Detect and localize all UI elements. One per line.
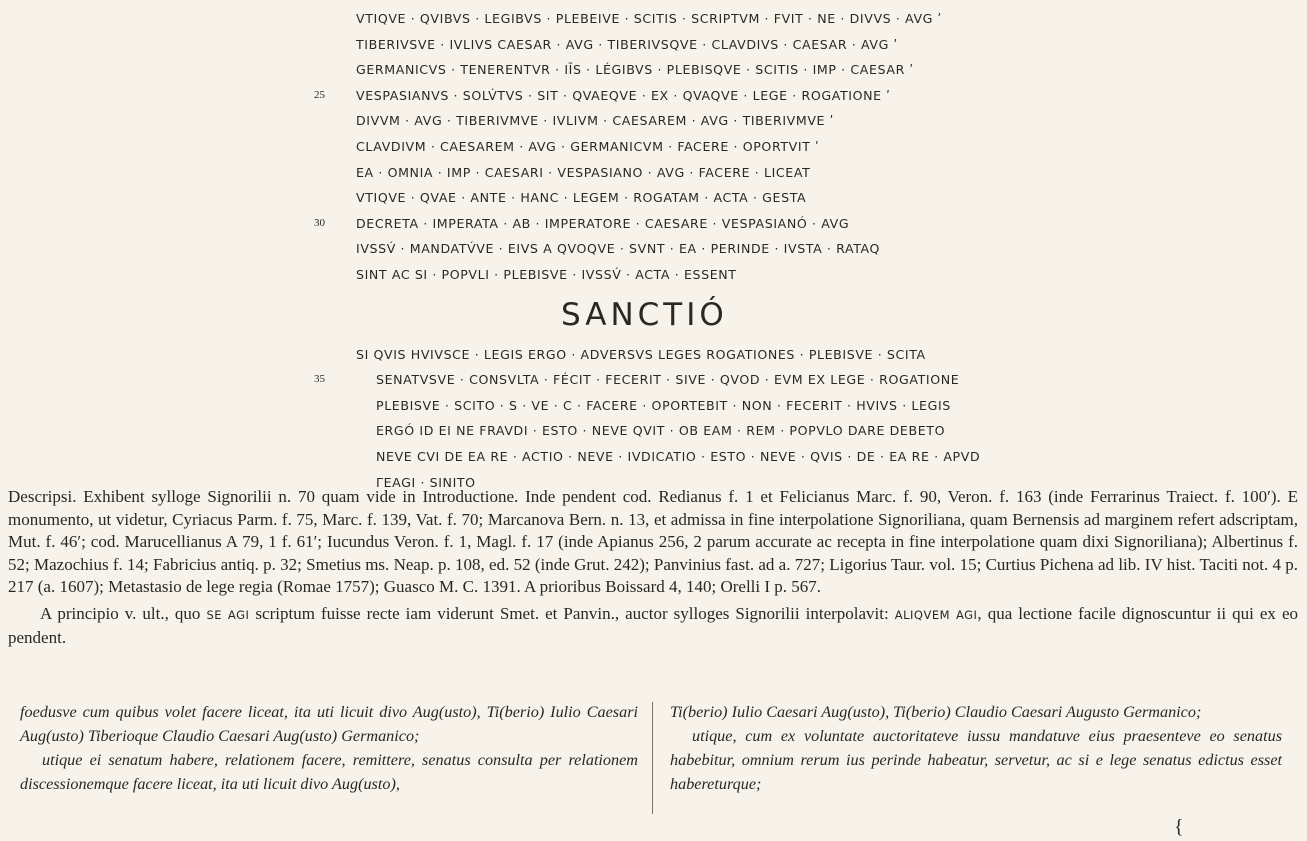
line-text: DECRETA · IMPERATA · AB · IMPERATORE · CAESARE · VESPASIANÓ · AVG	[356, 215, 850, 231]
line-text: VTIQVE · QVIBVS · LEGIBVS · PLEBEIVE · SCITIS · SCRIPTVM · FVIT · NE · DIVVS · AVG ʹ	[356, 11, 942, 26]
inscription-lines	[300, 6, 1000, 288]
column-divider	[652, 702, 653, 814]
translation-columns	[20, 700, 1290, 830]
line-text: GERMANICVS · TENERENTVR · IĪS · LÉGIBVS · PLEBISQVE · SCITIS · IMP · CAESAR ʹ	[356, 62, 914, 78]
translation-column-right	[670, 700, 1282, 796]
left-paragraph-1: foedusve cum quibus volet facere liceat, ita uti licuit divo Aug(usto), Ti(berio) Iulio Caesari Aug(usto) Tiberioque Claudio Caesari Aug(usto) Germanico;	[20, 703, 638, 745]
line-text: PLEBISVE · SCITO · S · VE · C · FACERE · OPORTEBIT · NON · FECERIT · HVIVS · LEGIS	[376, 397, 951, 413]
right-paragraph-1: Ti(berio) Iulio Caesari Aug(usto), Ti(berio) Claudio Caesari Augusto Germanico;	[670, 703, 1202, 721]
commentary-paragraph-2	[8, 603, 1298, 649]
inscription-line	[300, 262, 1000, 288]
line-text: SINT AC SI · POPVLI · PLEBISVE · IVSSV́ · ACTA · ESSENT	[356, 266, 737, 282]
line-text: NEVE CVI DE EA RE · ACTIO · NEVE · IVDICATIO · ESTO · NEVE · QVIS · DE · EA RE · APVD	[376, 448, 981, 464]
inscription-line	[300, 185, 1000, 211]
line-text: IVSSV́ · MANDATV́VE · EIVS A QVOQVE · SVNT · EA · PERINDE · IVSTA · RATAQ	[356, 241, 881, 257]
inscription-line	[300, 134, 1000, 160]
right-paragraph-2: utique, cum ex voluntate auctoritateve iussu mandatuve eius praesenteve eo senatus habebitur, omnium rerum ius perinde habeatur, servetur, ac si e lege senatus edictus esset habereturque;	[670, 727, 1282, 793]
commentary	[8, 486, 1298, 649]
inscription-line	[300, 6, 1000, 32]
line-text: VTIQVE · QVAE · ANTE · HANC · LEGEM · ROGATAM · ACTA · GESTA	[356, 190, 807, 206]
line-number: 30	[314, 216, 325, 229]
para2-text-b: scriptum fuisse recte iam viderunt Smet. et Panvin., auctor sylloges Signorilii interpolavit:	[249, 603, 895, 623]
line-text: EA · OMNIA · IMP · CAESARI · VESPASIANO · AVG · FACERE · LICEAT	[356, 164, 811, 180]
inscription-line	[300, 57, 1000, 83]
inscription-line	[300, 108, 1000, 134]
inscription-line	[300, 160, 1000, 186]
line-text: SI QVIS HVIVSCE · LEGIS ERGO · ADVERSVS LEGES ROGATIONES · PLEBISVE · SCITA	[356, 346, 926, 362]
line-text: TIBERIVSVE · IVLIVS CAESAR · AVG · TIBERIVSQVE · CLAVDIVS · CAESAR · AVG ʹ	[356, 36, 898, 52]
para2-smallcaps-2: ALIQVEM AGI	[894, 607, 978, 622]
inscription-line	[300, 393, 1000, 419]
line-text: VESPASIANVS · SOLV́TVS · SIT · QVAEQVE · EX · QVAQVE · LEGE · ROGATIONE ʹ	[356, 87, 891, 103]
inscription-line	[300, 418, 1000, 444]
commentary-paragraph-1: Descripsi. Exhibent sylloge Signorilii n. 70 quam vide in Introductione. Inde pendent cod. Redianus f. 1 et Felicianus Marc. f. 90, Veron. f. 163 (inde Ferrarinus Traiect. f. 100ʹ). E monumento, ut videtur, Cyriacus Parm. f. 75, Marc. f. 139, Vat. f. 70; Marcanova Bern. n. 13, et admissa in fine interpolatione Signoriliana, quam Bernensis ad marginem refert adscriptam, Mut. f. 46ʹ; cod. Marucellianus A 79, 1 f. 61ʹ; Iucundus Veron. f. 1, Magl. f. 17 (inde Apianus 256, 2 parum accurate ac recepta in fine interpolatione quam dixi Signoriliana); Albertinus f. 52; Mazochius f. 14; Fabricius antiq. p. 32; Smetius ms. Neap. p. 108, ed. 52 (inde Grut. 242); Panvinius fast. ad a. 727; Ligorius Taur. vol. 15; Curtius Pichena ad lib. IV hist. Taciti not. 4 p. 217 (a. 1607); Metastasio de lege regia (Romae 1757); Guasco M. C. 1391. A prioribus Boissard 4, 140; Orelli I p. 567.	[8, 487, 1298, 597]
page-mark: {	[1174, 816, 1184, 838]
para2-text-c: , qua lectione facile dignoscuntur ii qui ex eo pendent.	[8, 603, 1298, 647]
inscription-line	[300, 342, 1000, 368]
line-number: 35	[314, 373, 325, 386]
para2-smallcaps-1: SE AGI	[206, 607, 250, 622]
sanctio-lines	[300, 342, 1000, 496]
line-text: CLAVDIVM · CAESAREM · AVG · GERMANICVM · FACERE · OPORTVIT ʹ	[356, 138, 820, 154]
inscription-line	[300, 211, 1000, 237]
line-text: ΓEAGI · SINITO	[376, 474, 476, 490]
left-paragraph-2: utique ei senatum habere, relationem facere, remittere, senatus consulta per relationem discessionemque facere liceat, ita uti licuit divo Aug(usto),	[20, 751, 638, 793]
inscription-line	[300, 367, 1000, 393]
line-text: DIVVM · AVG · TIBERIVMVE · IVLIVM · CAESAREM · AVG · TIBERIVMVE ʹ	[356, 113, 834, 129]
line-text: ERGÓ ID EI NE FRAVDI · ESTO · NEVE QVIT · OB EAM · REM · POPVLO DARE DEBETO	[376, 423, 946, 439]
line-number: 25	[314, 88, 325, 101]
inscription-line	[300, 83, 1000, 109]
inscription-line	[300, 32, 1000, 58]
line-text: SENATVSVE · CONSVLTA · FÉCIT · FECERIT · SIVE · QVOD · EVM EX LEGE · ROGATIONE	[376, 372, 960, 388]
inscription-line	[300, 444, 1000, 470]
sanctio-heading: SANCTIÓ	[561, 296, 728, 333]
para2-text-a: A principio v. ult., quo	[40, 603, 207, 623]
translation-column-left	[20, 700, 638, 796]
inscription-line	[300, 236, 1000, 262]
inscription-block	[300, 6, 1000, 495]
